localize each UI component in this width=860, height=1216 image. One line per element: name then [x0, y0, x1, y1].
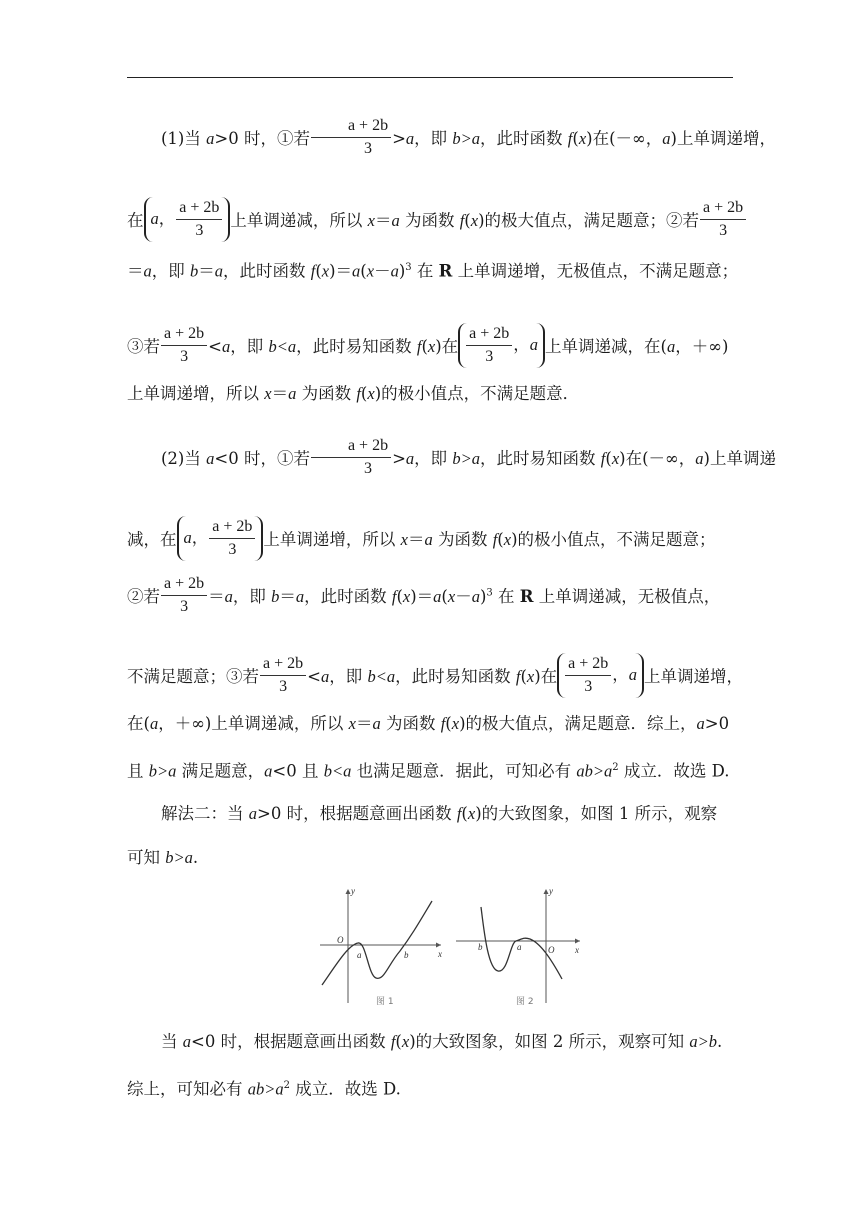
fig2-y-arrow-icon [544, 889, 549, 894]
fig1-a-label: a [357, 950, 362, 960]
fraction: $\frac{a + 2b}{3}$ [260, 653, 306, 698]
p2-line-2: 减，在 a， $\frac{a + 2b}{3}$ 上单调递增，所以 x＝a 为函数 f(x)的极小值点，不满足题意； [127, 518, 733, 563]
p4-line-2: 综上，可知必有 $ab>a^2$ 成立．故选 D. [127, 1079, 401, 1099]
interval: $\frac{a + 2b}{3}$ ，a [557, 653, 644, 698]
p2-line-5: 在(a，＋∞)上单调递减，所以 x＝a 为函数 f(x)的极大值点，满足题意．综上，a>0 [127, 714, 730, 733]
figure-2 [456, 886, 580, 1007]
function-graphs-figure [318, 885, 586, 1015]
fig1-y-arrow-icon [346, 889, 351, 894]
top-rule [127, 77, 733, 78]
p2-line-4: 不满足题意；③若 $\frac{a + 2b}{3}$ <a，即 b<a，此时易知函数 f(x)在 $\frac{a + 2b}{3}$ ，a 上单调递增， [127, 655, 733, 700]
fraction: $\frac{a + 2b}{3}$ [700, 197, 746, 242]
fig2-x-label: x [575, 945, 579, 955]
fig2-b-label: b [478, 942, 483, 952]
p3-line-1: 解法二：当 a>0 时，根据题意画出函数 f(x)的大致图象，如图 1 所示，观察 [161, 804, 718, 823]
p1-line-2: 在 a， $\frac{a + 2b}{3}$ 上单调递减，所以 x＝a 为函数 f(x)的极大值点，满足题意；②若 $\frac{a + 2b}{3}$ [127, 199, 733, 244]
interval: $\frac{a + 2b}{3}$ ，a [458, 323, 545, 368]
fig1-b-label: b [404, 950, 409, 960]
p4-line-1: 当 a<0 时，根据题意画出函数 f(x)的大致图象，如图 2 所示，观察可知 a>b. [161, 1032, 723, 1051]
interval: a， $\frac{a + 2b}{3}$ [144, 197, 231, 242]
p1-line-4: ③若 $\frac{a + 2b}{3}$ <a，即 b<a，此时易知函数 f(x)在 $\frac{a + 2b}{3}$ ，a 上单调递减，在(a，＋∞) [127, 325, 733, 370]
fig2-curve [481, 907, 562, 979]
fig1-caption: 图 1 [376, 997, 394, 1007]
p1-line-5: 上单调递增，所以 x＝a 为函数 f(x)的极小值点，不满足题意． [127, 384, 580, 403]
fig2-origin-label: O [548, 945, 555, 955]
p2-line-1: (2)当 a<0 时，①若 $\frac{a + 2b}{3}$ >a，即 b>a，此时易知函数 f(x)在(－∞，a)上单调递 [127, 437, 733, 482]
fraction: $\frac{a + 2b}{3}$ [311, 115, 391, 160]
fig2-caption: 图 2 [516, 997, 534, 1007]
p3-line-2: 可知 b>a. [127, 848, 199, 867]
fig2-y-label: y [549, 886, 553, 896]
fig1-x-label: x [438, 949, 442, 959]
fraction: $\frac{a + 2b}{3}$ [161, 323, 207, 368]
fig1-origin-label: O [337, 935, 344, 945]
p2-line-6: 且 b>a 满足题意，a<0 且 b<a 也满足题意．据此，可知必有 $ab>a^2$ 成立．故选 D. [127, 761, 730, 781]
figure-1 [320, 886, 442, 1007]
interval: a， $\frac{a + 2b}{3}$ [177, 516, 264, 561]
p2-line-3: ②若 $\frac{a + 2b}{3}$ ＝a，即 b＝a，此时函数 $f(x)=a(x-a)^3$ 在 R 上单调递减，无极值点， [127, 575, 733, 620]
fig1-y-label: y [351, 886, 355, 896]
fig2-a-label: a [517, 942, 522, 952]
fraction: $\frac{a + 2b}{3}$ [311, 435, 391, 480]
fig2-x-arrow-icon [575, 939, 580, 944]
p1-line-3: ＝a，即 b＝a，此时函数 $f(x)=a(x-a)^3$ 在 R 上单调递增，无极值点，不满足题意； [127, 261, 739, 281]
p1-line-1: (1)当 a>0 时，①若 $\frac{a + 2b}{3}$ >a，即 b>a，此时函数 f(x)在(－∞，a)上单调递增， [127, 117, 733, 162]
fig1-x-arrow-icon [436, 943, 441, 948]
fraction: $\frac{a + 2b}{3}$ [161, 573, 207, 618]
